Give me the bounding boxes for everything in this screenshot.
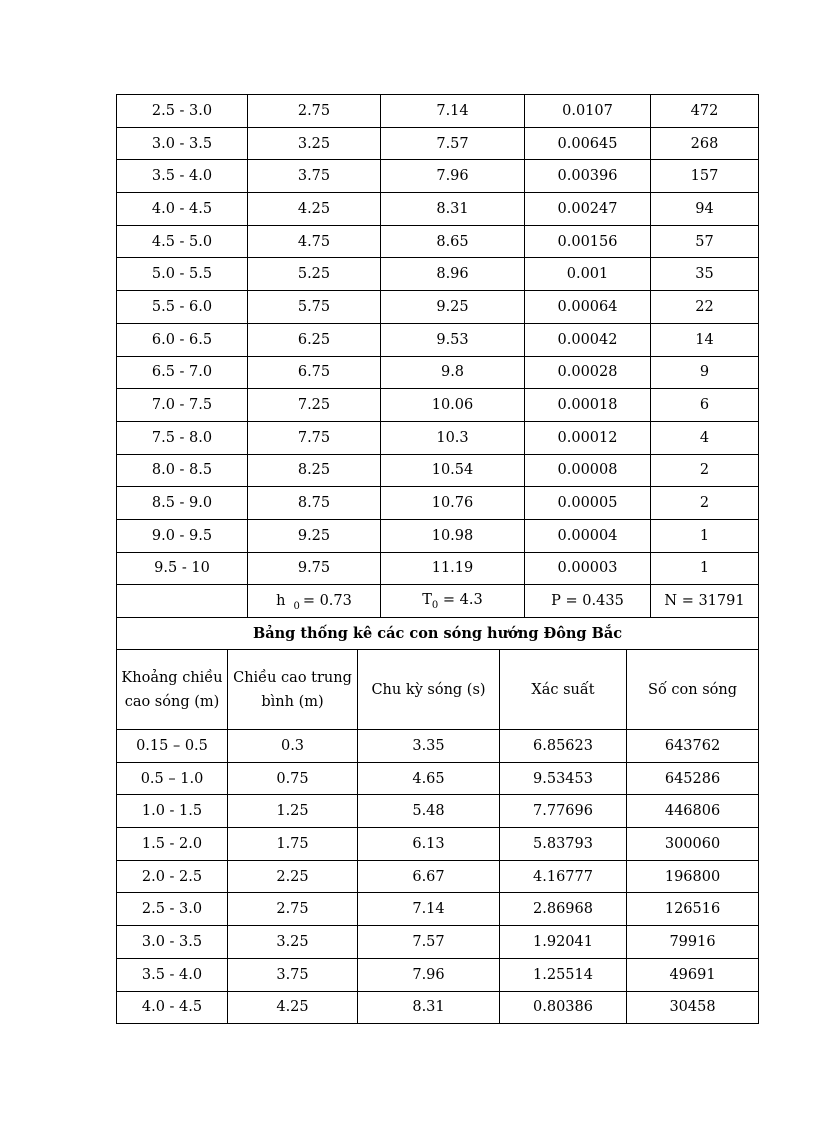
table-row — [117, 730, 759, 763]
wave-count-cell: 268 — [651, 127, 759, 160]
height-range-cell: 8.0 - 8.5 — [117, 454, 248, 487]
summary-row — [117, 585, 759, 618]
table2-body — [117, 618, 759, 1024]
table-row — [117, 860, 759, 893]
northeast-wave-statistics-table — [116, 617, 759, 1024]
probability-cell: 2.86968 — [500, 893, 627, 926]
mean-height-cell: 2.75 — [228, 893, 358, 926]
probability-cell: 0.001 — [525, 258, 651, 291]
mean-height-cell: 4.25 — [248, 193, 381, 226]
table-row — [117, 356, 759, 389]
mean-height-cell: 4.75 — [248, 225, 381, 258]
table-row — [117, 487, 759, 520]
probability-cell: 0.00003 — [525, 552, 651, 585]
table1-body — [117, 95, 759, 618]
probability-cell: 0.00247 — [525, 193, 651, 226]
table-row — [117, 389, 759, 422]
table-row — [117, 552, 759, 585]
mean-height-cell: 3.25 — [228, 926, 358, 959]
probability-cell: 6.85623 — [500, 730, 627, 763]
t-value: = 4.3 — [442, 591, 483, 608]
summary-probability: P = 0.435 — [525, 585, 651, 618]
probability-cell: 9.53453 — [500, 762, 627, 795]
wave-count-cell: 446806 — [627, 795, 759, 828]
height-range-cell: 1.5 - 2.0 — [117, 828, 228, 861]
probability-cell: 0.00156 — [525, 225, 651, 258]
height-range-cell: 3.0 - 3.5 — [117, 127, 248, 160]
height-range-cell: 2.5 - 3.0 — [117, 893, 228, 926]
table-row — [117, 795, 759, 828]
table-row — [117, 991, 759, 1024]
wave-period-cell: 10.3 — [381, 421, 525, 454]
height-range-cell: 9.5 - 10 — [117, 552, 248, 585]
table-row — [117, 926, 759, 959]
table-row — [117, 160, 759, 193]
wave-period-cell: 7.96 — [358, 958, 500, 991]
wave-period-cell: 8.31 — [358, 991, 500, 1024]
wave-period-cell: 7.14 — [381, 95, 525, 128]
table-row — [117, 958, 759, 991]
height-range-cell: 6.5 - 7.0 — [117, 356, 248, 389]
wave-period-cell: 10.54 — [381, 454, 525, 487]
probability-cell: 0.80386 — [500, 991, 627, 1024]
wave-count-cell: 49691 — [627, 958, 759, 991]
table-title-row — [117, 618, 759, 650]
mean-height-cell: 0.75 — [228, 762, 358, 795]
height-range-cell: 4.5 - 5.0 — [117, 225, 248, 258]
wave-period-cell: 8.96 — [381, 258, 525, 291]
wave-count-cell: 9 — [651, 356, 759, 389]
probability-cell: 4.16777 — [500, 860, 627, 893]
mean-height-cell: 3.75 — [248, 160, 381, 193]
probability-cell: 0.00028 — [525, 356, 651, 389]
h-label: h — [276, 593, 286, 610]
wave-period-cell: 10.98 — [381, 519, 525, 552]
height-range-cell: 9.0 - 9.5 — [117, 519, 248, 552]
wave-period-cell: 8.65 — [381, 225, 525, 258]
mean-height-cell: 7.25 — [248, 389, 381, 422]
table-row — [117, 893, 759, 926]
column-header: Số con sóng — [627, 650, 759, 730]
mean-height-cell: 5.75 — [248, 291, 381, 324]
wave-period-cell: 9.8 — [381, 356, 525, 389]
wave-period-cell: 10.76 — [381, 487, 525, 520]
probability-cell: 0.00008 — [525, 454, 651, 487]
wave-period-cell: 9.25 — [381, 291, 525, 324]
wave-statistics-table-continued — [116, 94, 759, 618]
table-row — [117, 519, 759, 552]
table-header-row — [117, 650, 759, 730]
column-header: Xác suất — [500, 650, 627, 730]
wave-count-cell: 157 — [651, 160, 759, 193]
wave-period-cell: 3.35 — [358, 730, 500, 763]
probability-cell: 0.00018 — [525, 389, 651, 422]
mean-height-cell: 6.25 — [248, 323, 381, 356]
mean-height-cell: 2.25 — [228, 860, 358, 893]
probability-cell: 7.77696 — [500, 795, 627, 828]
mean-height-cell: 4.25 — [228, 991, 358, 1024]
mean-height-cell: 6.75 — [248, 356, 381, 389]
height-range-cell: 8.5 - 9.0 — [117, 487, 248, 520]
probability-cell: 5.83793 — [500, 828, 627, 861]
wave-period-cell: 7.14 — [358, 893, 500, 926]
wave-count-cell: 126516 — [627, 893, 759, 926]
probability-cell: 0.00064 — [525, 291, 651, 324]
wave-period-cell: 11.19 — [381, 552, 525, 585]
summary-period — [381, 585, 525, 618]
column-header: Chiều cao trung bình (m) — [228, 650, 358, 730]
height-range-cell: 5.5 - 6.0 — [117, 291, 248, 324]
wave-period-cell: 5.48 — [358, 795, 500, 828]
summary-empty-cell — [117, 585, 248, 618]
mean-height-cell: 7.75 — [248, 421, 381, 454]
mean-height-cell: 8.75 — [248, 487, 381, 520]
table-row — [117, 828, 759, 861]
height-range-cell: 2.0 - 2.5 — [117, 860, 228, 893]
probability-cell: 0.00005 — [525, 487, 651, 520]
table-row — [117, 95, 759, 128]
height-range-cell: 7.0 - 7.5 — [117, 389, 248, 422]
wave-count-cell: 30458 — [627, 991, 759, 1024]
wave-count-cell: 196800 — [627, 860, 759, 893]
probability-cell: 0.00012 — [525, 421, 651, 454]
height-range-cell: 0.5 – 1.0 — [117, 762, 228, 795]
mean-height-cell: 9.25 — [248, 519, 381, 552]
table-row — [117, 291, 759, 324]
wave-period-cell: 9.53 — [381, 323, 525, 356]
wave-period-cell: 6.13 — [358, 828, 500, 861]
height-range-cell: 3.5 - 4.0 — [117, 958, 228, 991]
mean-height-cell: 1.75 — [228, 828, 358, 861]
height-range-cell: 7.5 - 8.0 — [117, 421, 248, 454]
table-row — [117, 193, 759, 226]
wave-period-cell: 7.57 — [381, 127, 525, 160]
height-range-cell: 4.0 - 4.5 — [117, 193, 248, 226]
wave-count-cell: 22 — [651, 291, 759, 324]
table-row — [117, 323, 759, 356]
wave-period-cell: 10.06 — [381, 389, 525, 422]
table-row — [117, 421, 759, 454]
probability-cell: 0.00004 — [525, 519, 651, 552]
h-value: = 0.73 — [302, 593, 352, 610]
wave-count-cell: 643762 — [627, 730, 759, 763]
wave-period-cell: 7.96 — [381, 160, 525, 193]
mean-height-cell: 9.75 — [248, 552, 381, 585]
wave-count-cell: 4 — [651, 421, 759, 454]
wave-count-cell: 6 — [651, 389, 759, 422]
wave-count-cell: 94 — [651, 193, 759, 226]
wave-count-cell: 35 — [651, 258, 759, 291]
wave-count-cell: 472 — [651, 95, 759, 128]
probability-cell: 0.00645 — [525, 127, 651, 160]
table-row — [117, 225, 759, 258]
table-title: Bảng thống kê các con sóng hướng Đông Bắc — [117, 618, 759, 650]
table-row — [117, 762, 759, 795]
height-range-cell: 0.15 – 0.5 — [117, 730, 228, 763]
wave-count-cell: 645286 — [627, 762, 759, 795]
probability-cell: 1.92041 — [500, 926, 627, 959]
mean-height-cell: 1.25 — [228, 795, 358, 828]
mean-height-cell: 2.75 — [248, 95, 381, 128]
height-range-cell: 3.5 - 4.0 — [117, 160, 248, 193]
column-header: Chu kỳ sóng (s) — [358, 650, 500, 730]
wave-period-cell: 7.57 — [358, 926, 500, 959]
probability-cell: 0.00042 — [525, 323, 651, 356]
mean-height-cell: 3.75 — [228, 958, 358, 991]
wave-count-cell: 79916 — [627, 926, 759, 959]
probability-cell: 1.25514 — [500, 958, 627, 991]
wave-period-cell: 6.67 — [358, 860, 500, 893]
wave-count-cell: 14 — [651, 323, 759, 356]
wave-count-cell: 1 — [651, 519, 759, 552]
wave-count-cell: 1 — [651, 552, 759, 585]
height-range-cell: 4.0 - 4.5 — [117, 991, 228, 1024]
t-label: T — [422, 591, 432, 608]
height-range-cell: 2.5 - 3.0 — [117, 95, 248, 128]
table-row — [117, 258, 759, 291]
summary-count: N = 31791 — [651, 585, 759, 618]
mean-height-cell: 3.25 — [248, 127, 381, 160]
mean-height-cell: 5.25 — [248, 258, 381, 291]
wave-period-cell: 4.65 — [358, 762, 500, 795]
probability-cell: 0.00396 — [525, 160, 651, 193]
table-row — [117, 454, 759, 487]
h-subscript: 0 — [293, 601, 300, 613]
height-range-cell: 6.0 - 6.5 — [117, 323, 248, 356]
wave-count-cell: 300060 — [627, 828, 759, 861]
wave-count-cell: 57 — [651, 225, 759, 258]
column-header: Khoảng chiều cao sóng (m) — [117, 650, 228, 730]
height-range-cell: 3.0 - 3.5 — [117, 926, 228, 959]
height-range-cell: 5.0 - 5.5 — [117, 258, 248, 291]
table-row — [117, 127, 759, 160]
mean-height-cell: 0.3 — [228, 730, 358, 763]
wave-count-cell: 2 — [651, 454, 759, 487]
probability-cell: 0.0107 — [525, 95, 651, 128]
wave-period-cell: 8.31 — [381, 193, 525, 226]
t-subscript: 0 — [431, 599, 439, 611]
height-range-cell: 1.0 - 1.5 — [117, 795, 228, 828]
mean-height-cell: 8.25 — [248, 454, 381, 487]
summary-mean-height — [248, 585, 381, 618]
wave-count-cell: 2 — [651, 487, 759, 520]
